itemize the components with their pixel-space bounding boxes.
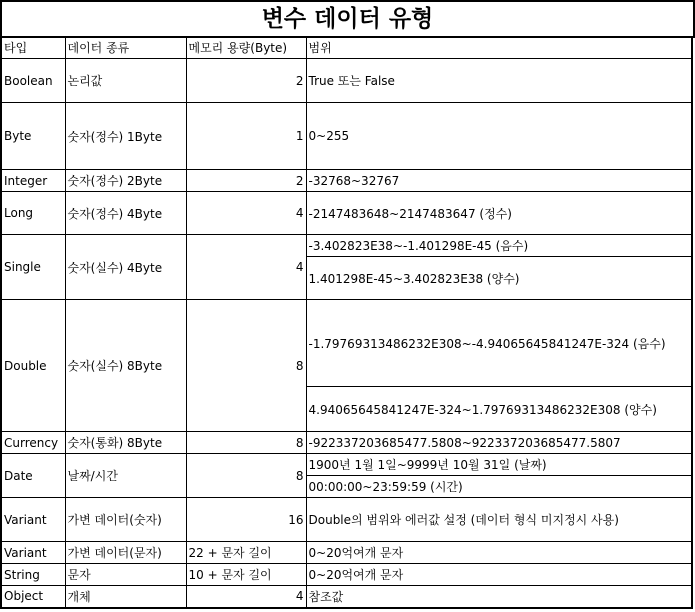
type-cell[interactable]: String	[1, 564, 65, 586]
range-cell[interactable]: -2147483648~2147483647 (정수)	[306, 192, 692, 235]
size-cell[interactable]: 2	[186, 59, 306, 103]
kind-cell[interactable]: 숫자(실수) 8Byte	[65, 300, 186, 432]
table-row	[1, 59, 692, 103]
range-cell[interactable]: 참조값	[306, 586, 692, 608]
kind-cell[interactable]: 문자	[65, 564, 186, 586]
kind-cell[interactable]: 숫자(정수) 1Byte	[65, 103, 186, 170]
table-row	[1, 300, 692, 387]
size-cell[interactable]: 4	[186, 586, 306, 608]
range-cell[interactable]: True 또는 False	[306, 59, 692, 103]
size-cell[interactable]: 8	[186, 454, 306, 498]
table-row	[1, 235, 692, 257]
type-cell[interactable]: Date	[1, 454, 65, 498]
size-cell[interactable]: 8	[186, 432, 306, 454]
table-row	[1, 586, 692, 608]
header-type[interactable]: 타입	[1, 37, 65, 59]
range-cell[interactable]: -3.402823E38~-1.401298E-45 (음수)	[306, 235, 692, 257]
type-cell[interactable]: Double	[1, 300, 65, 432]
kind-cell[interactable]: 논리값	[65, 59, 186, 103]
size-cell[interactable]: 4	[186, 235, 306, 300]
table-row	[1, 498, 692, 542]
type-cell[interactable]: Integer	[1, 170, 65, 192]
type-cell[interactable]: Byte	[1, 103, 65, 170]
type-cell[interactable]: Boolean	[1, 59, 65, 103]
range-cell[interactable]: Double의 범위와 에러값 설정 (데이터 형식 미지정시 사용)	[306, 498, 692, 542]
range-cell[interactable]: 0~20억여개 문자	[306, 564, 692, 586]
range-cell[interactable]: -32768~32767	[306, 170, 692, 192]
range-cell[interactable]: 0~20억여개 문자	[306, 542, 692, 564]
kind-cell[interactable]: 가변 데이터(숫자)	[65, 498, 186, 542]
kind-cell[interactable]: 날짜/시간	[65, 454, 186, 498]
size-cell[interactable]: 4	[186, 192, 306, 235]
sheet-title[interactable]: 변수 데이터 유형	[0, 0, 695, 38]
header-range[interactable]: 범위	[306, 37, 692, 59]
size-cell[interactable]: 10 + 문자 길이	[186, 564, 306, 586]
range-cell[interactable]: -1.79769313486232E308~-4.94065645841247E-324 (음수)	[306, 300, 692, 387]
table-row	[1, 192, 692, 235]
type-cell[interactable]: Variant	[1, 542, 65, 564]
size-cell[interactable]: 2	[186, 170, 306, 192]
kind-cell[interactable]: 숫자(실수) 4Byte	[65, 235, 186, 300]
range-cell[interactable]: 1900년 1월 1일~9999년 10월 31일 (날짜)	[306, 454, 692, 476]
kind-cell[interactable]: 숫자(정수) 2Byte	[65, 170, 186, 192]
header-row	[1, 37, 692, 59]
size-cell[interactable]: 8	[186, 300, 306, 432]
table-row	[1, 170, 692, 192]
size-cell[interactable]: 1	[186, 103, 306, 170]
range-cell[interactable]: 4.94065645841247E-324~1.79769313486232E308 (양수)	[306, 387, 692, 432]
range-cell[interactable]: -922337203685477.5808~922337203685477.5807	[306, 432, 692, 454]
kind-cell[interactable]: 가변 데이터(문자)	[65, 542, 186, 564]
table-row	[1, 454, 692, 476]
kind-cell[interactable]: 숫자(통화) 8Byte	[65, 432, 186, 454]
table-row	[1, 432, 692, 454]
type-cell[interactable]: Long	[1, 192, 65, 235]
range-cell[interactable]: 00:00:00~23:59:59 (시간)	[306, 476, 692, 498]
table-row	[1, 103, 692, 170]
type-cell[interactable]: Object	[1, 586, 65, 608]
type-cell[interactable]: Currency	[1, 432, 65, 454]
size-cell[interactable]: 22 + 문자 길이	[186, 542, 306, 564]
data-type-table	[0, 36, 693, 609]
type-cell[interactable]: Single	[1, 235, 65, 300]
range-cell[interactable]: 0~255	[306, 103, 692, 170]
range-cell[interactable]: 1.401298E-45~3.402823E38 (양수)	[306, 257, 692, 300]
type-cell[interactable]: Variant	[1, 498, 65, 542]
size-cell[interactable]: 16	[186, 498, 306, 542]
header-kind[interactable]: 데이터 종류	[65, 37, 186, 59]
kind-cell[interactable]: 개체	[65, 586, 186, 608]
header-size[interactable]: 메모리 용량(Byte)	[186, 37, 306, 59]
table-row	[1, 542, 692, 564]
kind-cell[interactable]: 숫자(정수) 4Byte	[65, 192, 186, 235]
table-row	[1, 564, 692, 586]
